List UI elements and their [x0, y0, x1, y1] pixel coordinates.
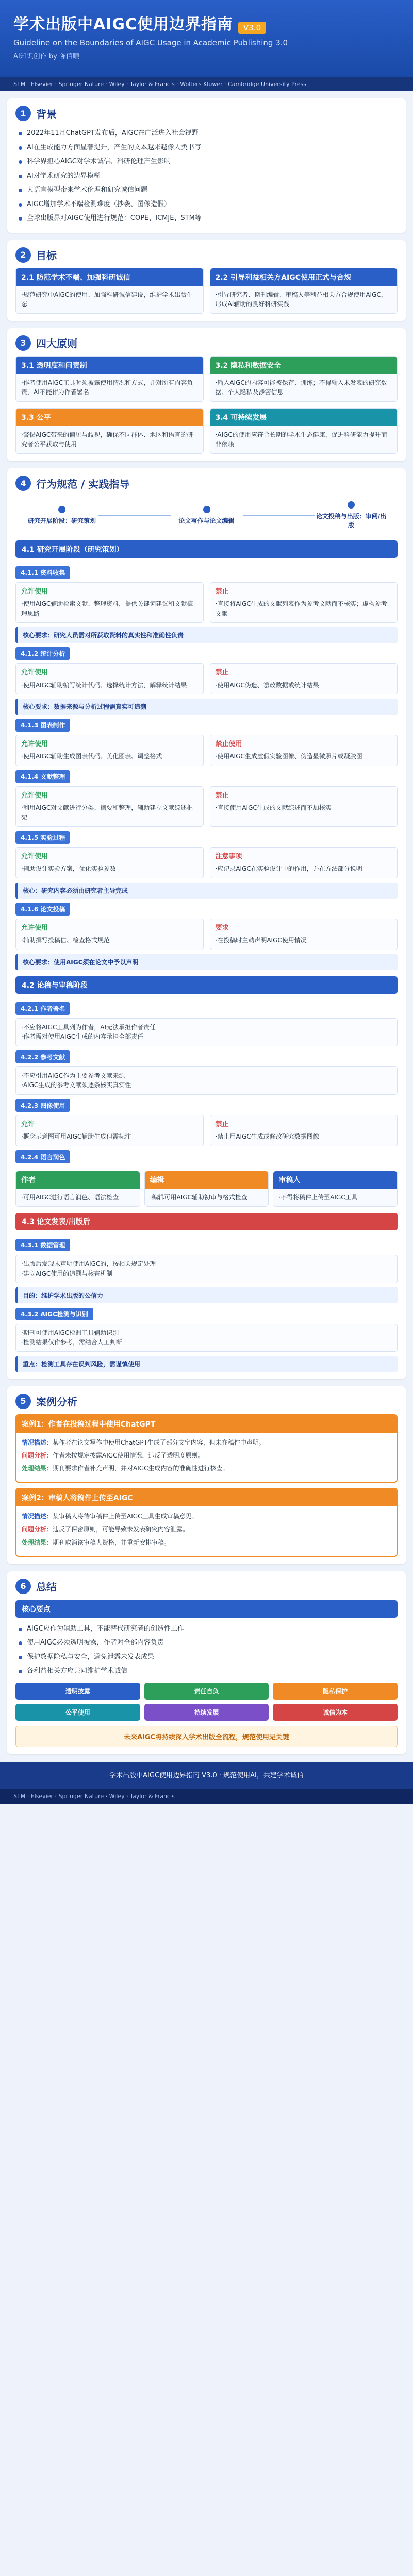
list-item: AI对学术研究的边界模糊 [15, 169, 398, 183]
core-note: 核心：研究内容必须由研究者主导完成 [15, 883, 398, 899]
allowed-box: 允许使用 ·辅助设计实验方案，优化实验参数 [15, 847, 204, 878]
card-body: ·规范研究中AIGC的使用、加强科研诚信建设，维护学术出版生态 [16, 286, 203, 313]
keyword-pill: 诚信为本 [273, 1704, 398, 1721]
section-number: 2 [15, 247, 31, 263]
keyword-pill: 公平使用 [15, 1704, 140, 1721]
keyword-pill: 持续发展 [144, 1704, 269, 1721]
card-body: ·作者使用AIGC工具时须披露使用情况和方式，并对所有内容负责，AI不能作为作者署名 [16, 374, 203, 401]
core-note: 核心要求：使用AIGC须在论文中予以声明 [15, 954, 398, 970]
info-box: ·不应引用AIGC作为主要参考文献来源 ·AIGC生成的参考文献须逐条核实真实性 [15, 1066, 398, 1095]
forbidden-box: 禁止 ·禁止用AIGC生成或修改研究数据图像 [210, 1115, 398, 1146]
publishers-bar: STM · Elsevier · Springer Nature · Wiley · Taylor & Francis · Wolters Kluwer · Cambridge University Press [0, 77, 413, 91]
flow-node: 论文写作与论文编辑 [171, 506, 243, 525]
forbidden-box: 要求 ·在投稿时主动声明AIGC使用情况 [210, 919, 398, 950]
allowed-box: 允许使用 ·利用AIGC对文献进行分类、摘要和整理，辅助建立文献综述框架 [15, 786, 204, 827]
info-box: ·不应将AIGC工具列为作者，AI无法承担作者责任 ·作者需对使用AIGC生成的内容承担全部责任 [15, 1018, 398, 1046]
card-title: 3.3 公平 [16, 409, 203, 426]
card-body: ·引导研究者、期刊编辑、审稿人等利益相关方合规使用AIGC，形成AI辅助的良好科研实践 [210, 286, 398, 313]
section-number: 4 [15, 476, 31, 491]
section-title: 总结 [36, 1581, 57, 1594]
card-title: 2.2 引导利益相关方AIGC使用正式与合规 [210, 268, 398, 286]
section-title: 四大原则 [36, 337, 77, 350]
core-note: 目的：维护学术出版的公信力 [15, 1287, 398, 1303]
subsection-header: 4.1 研究开展阶段（研究策划） [15, 540, 398, 558]
flow-node: 研究开展阶段：研究策划 [26, 506, 98, 525]
keyword-pill: 责任自负 [144, 1683, 269, 1700]
footer-sub: STM · Elsevier · Springer Nature · Wiley · Taylor & Francis [0, 1789, 413, 1804]
step-tag: 4.1.2 统计分析 [15, 647, 70, 660]
list-item: AI在生成能力方面显著提升，产生的文本越来越像人类书写 [15, 141, 398, 155]
case-title: 案例1：作者在投稿过程中使用ChatGPT [16, 1415, 397, 1433]
section-summary [7, 1571, 406, 1754]
goal-card [210, 268, 398, 314]
core-note: 核心要求：数据来源与分析过程需真实可追溯 [15, 699, 398, 715]
card-title: 3.1 透明度和问责制 [16, 357, 203, 374]
card-body: ·输入AIGC的内容可能被保存、训练；不得输入未发表的研究数据、个人隐私及涉密信息 [210, 374, 398, 401]
list-item: 科学界担心AIGC对学术诚信、科研伦理产生影响 [15, 155, 398, 169]
page-title: 学术出版中AIGC使用边界指南 [13, 15, 234, 33]
step-tag: 4.1.5 实验过程 [15, 831, 70, 844]
card-title: 3.2 隐私和数据安全 [210, 357, 398, 374]
info-box: ·期刊可使用AIGC检测工具辅助识别 ·检测结果仅作参考，需结合人工判断 [15, 1324, 398, 1352]
goal-card [15, 268, 204, 314]
forbidden-box: 禁止 ·直接将AIGC生成的文献列表作为参考文献而不核实；虚构参考文献 [210, 582, 398, 623]
list-item: 大语言模型带来学术伦理和研究诚信问题 [15, 183, 398, 197]
keyword-pill: 透明披露 [15, 1683, 140, 1700]
step-tag: 4.2.4 语言润色 [15, 1150, 70, 1163]
section-title: 行为规范 / 实践指导 [36, 478, 130, 490]
version-badge: V3.0 [238, 22, 266, 34]
subtitle: Guideline on the Boundaries of AIGC Usage in Academic Publishing 3.0 [13, 38, 288, 47]
step-tag: 4.1.4 文献整理 [15, 770, 70, 783]
step-tag: 4.2.3 图像使用 [15, 1099, 70, 1112]
card-title: 3.4 可持续发展 [210, 409, 398, 426]
role-card: 编辑 ·编辑可用AIGC辅助初审与格式检查 [144, 1171, 269, 1207]
section-number: 1 [15, 106, 31, 121]
section-number: 3 [15, 335, 31, 351]
allowed-box: 允许使用 ·辅助撰写投稿信、检查格式规范 [15, 919, 204, 950]
forbidden-box: 注意事项 ·应记录AIGC在实验设计中的作用，并在方法部分说明 [210, 847, 398, 878]
subsection-header: 4.2 论稿与审稿阶段 [15, 976, 398, 994]
keyword-pill: 隐私保护 [273, 1683, 398, 1700]
role-card: 审稿人 ·不得将稿件上传至AIGC工具 [273, 1171, 398, 1207]
step-tag: 4.3.2 AIGC检测与识别 [15, 1308, 93, 1320]
list-item: AIGC应作为辅助工具，不能替代研究者的创造性工作 [15, 1622, 398, 1636]
info-box: ·出版后发现未声明使用AIGC的，按相关规定处理 ·建立AIGC使用的追溯与核查机制 [15, 1255, 398, 1283]
footer: 学术出版中AIGC使用边界指南 V3.0 · 规范使用AI，共建学术诚信 [0, 1762, 413, 1789]
section-number: 5 [15, 1394, 31, 1409]
role-card: 作者 ·可用AIGC进行语言润色、语法检查 [15, 1171, 140, 1207]
step-tag: 4.2.1 作者署名 [15, 1002, 70, 1015]
section-title: 背景 [36, 108, 57, 121]
section-number: 6 [15, 1579, 31, 1594]
emphasis-box: 未来AIGC将持续深入学术出版全流程，规范使用是关键 [15, 1726, 398, 1747]
case-title: 案例2：审稿人将稿件上传至AIGC [16, 1489, 397, 1506]
flow-diagram [15, 496, 398, 534]
forbidden-box: 禁止使用 ·使用AIGC生成虚假实验图像、伪造显微照片或凝胶图 [210, 735, 398, 766]
list-item: 2022年11月ChatGPT发布后，AIGC在广泛进入社会视野 [15, 126, 398, 141]
list-item: 各利益相关方应共同维护学术诚信 [15, 1664, 398, 1679]
principle-card [15, 408, 204, 454]
subsection-header: 4.3 论文发表/出版后 [15, 1213, 398, 1230]
allowed-box: 允许使用 ·使用AIGC辅助生成图表代码、美化图表、调整格式 [15, 735, 204, 766]
list-item: AIGC增加学术不端检测难度（抄袭、图像造假） [15, 197, 398, 212]
step-tag: 4.1.1 资料收集 [15, 566, 70, 579]
principle-card [210, 408, 398, 454]
subsection-header: 核心要点 [15, 1600, 398, 1618]
forbidden-box: 禁止 ·直接使用AIGC生成的文献综述而不加核实 [210, 786, 398, 827]
section-principles [7, 328, 406, 461]
list-item: 保护数据隐私与安全，避免泄露未发表成果 [15, 1650, 398, 1665]
flow-node: 论文投稿与出版：审阅/出版 [315, 501, 387, 529]
section-cases [7, 1386, 406, 1564]
card-body: ·警惕AIGC带来的偏见与歧视，确保不同群体、地区和语言的研究者公平获取与使用 [16, 426, 203, 453]
core-note: 核心要求：研究人员需对所获取资料的真实性和准确性负责 [15, 627, 398, 643]
principle-card [210, 356, 398, 402]
author: AI知识创作 by 陈佰顺 [13, 53, 79, 60]
section-practice [7, 468, 406, 1379]
principle-card [15, 356, 204, 402]
forbidden-box: 禁止 ·使用AIGC伪造、篡改数据或统计结果 [210, 663, 398, 694]
section-goals [7, 240, 406, 321]
case-card: 案例1：作者在投稿过程中使用ChatGPT 情况描述：某作者在论文写作中使用ChatGPT生成了部分文字内容，但未在稿件中声明。 问题分析：作者未按规定披露AIGC使用情况，违反了透明度原则。 处理结果：期刊要求作者补充声明，并对AIGC生成内容的准确性进行核查。 [15, 1414, 398, 1483]
step-tag: 4.1.6 论文投稿 [15, 903, 70, 916]
step-tag: 4.2.2 参考文献 [15, 1050, 70, 1063]
section-background [7, 98, 406, 233]
section-title: 案例分析 [36, 1396, 77, 1409]
step-tag: 4.3.1 数据管理 [15, 1239, 70, 1251]
section-title: 目标 [36, 249, 57, 262]
list-item: 使用AIGC必须透明披露，作者对全部内容负责 [15, 1636, 398, 1650]
header [0, 0, 413, 77]
allowed-box: 允许 ·概念示意图可用AIGC辅助生成但需标注 [15, 1115, 204, 1146]
allowed-box: 允许使用 ·使用AIGC辅助编写统计代码、选择统计方法，解释统计结果 [15, 663, 204, 694]
core-note: 重点：检测工具存在误判风险，需谨慎使用 [15, 1356, 398, 1372]
list-item: 全球出版界对AIGC使用进行规范：COPE、ICMJE、STM等 [15, 211, 398, 226]
card-title: 2.1 防范学术不端、加强科研诚信 [16, 268, 203, 286]
card-body: ·AIGC的使用应符合长期的学术生态健康，促进科研能力提升而非依赖 [210, 426, 398, 453]
case-card: 案例2：审稿人将稿件上传至AIGC 情况描述：某审稿人将待审稿件上传至AIGC工具生成审稿意见。 问题分析：违反了保密原则，可能导致未发表研究内容泄露。 处理结果：期刊取消该审稿人资格，并重新安排审稿。 [15, 1488, 398, 1557]
allowed-box: 允许使用 ·使用AIGC辅助检索文献、整理资料，提供关键词建议和文献梳理思路 [15, 582, 204, 623]
step-tag: 4.1.3 图表制作 [15, 719, 70, 732]
